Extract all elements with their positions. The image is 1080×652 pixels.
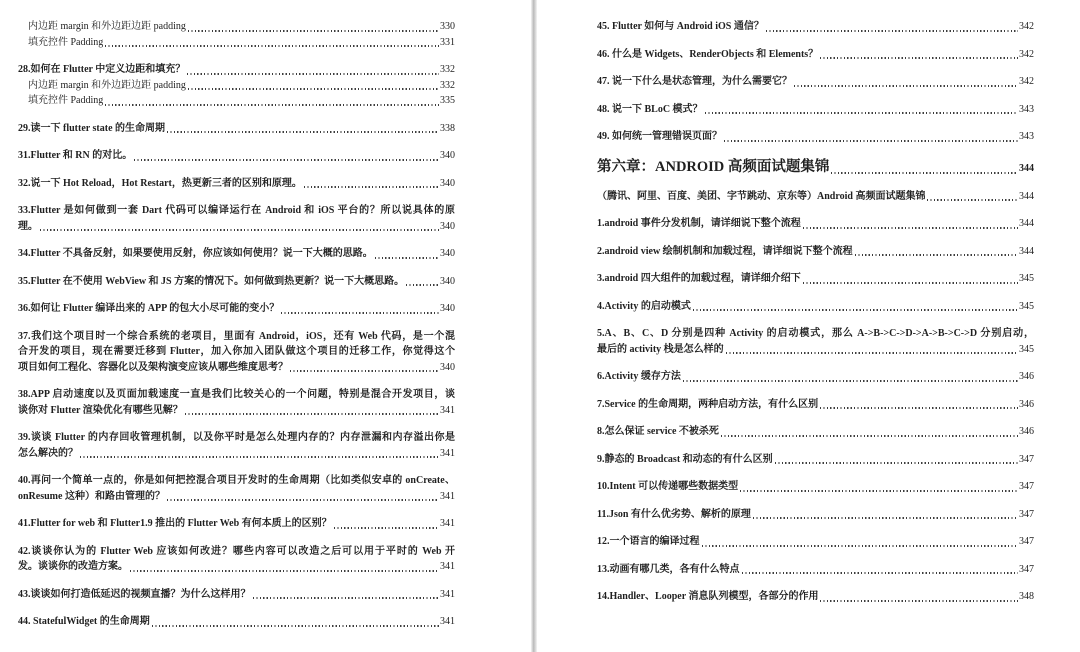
entry-page-number: 332 — [440, 64, 455, 75]
entry-page-number: 341 — [440, 616, 455, 627]
entry-text: 谈你对 Flutter 渲染优化有哪些见解？ — [18, 404, 183, 416]
toc-entry — [18, 473, 455, 504]
entry-page-number: 344 — [1019, 245, 1034, 257]
dot-leader — [803, 282, 1018, 284]
entry-text: 14.Handler、Looper 消息队列模型，各部分的作用 — [597, 591, 819, 602]
toc-entry — [18, 148, 455, 164]
dot-leader — [855, 254, 1018, 256]
dot-leader — [803, 227, 1018, 229]
entry-wrapped-lines — [18, 329, 455, 360]
toc-entry — [597, 74, 1034, 90]
entry-lastline — [18, 446, 455, 462]
entry-page-number: 342 — [1019, 48, 1034, 60]
entry-lastline — [18, 148, 455, 164]
dot-leader — [705, 112, 1018, 114]
entry-text: 7.Service 的生命周期，两种启动方法，有什么区别 — [597, 398, 819, 410]
entry-text: 10.Intent 可以传递哪些数据类型 — [597, 481, 739, 492]
entry-lastline — [597, 589, 1034, 605]
toc-entry — [18, 203, 455, 234]
dot-leader — [820, 407, 1018, 409]
toc-entry — [18, 387, 455, 418]
entry-page-number: 342 — [1019, 21, 1034, 32]
entry-text: 第六章：ANDROID 高频面试题集锦 — [597, 158, 830, 175]
entry-page-number: 340 — [440, 150, 455, 161]
entry-text: 36.如何让 Flutter 编译出来的 APP 的包大小尽可能的变小？ — [18, 303, 280, 314]
entry-lastline — [18, 489, 455, 505]
toc-entry — [597, 271, 1034, 287]
entry-page-number: 345 — [1019, 273, 1034, 284]
dot-leader — [753, 517, 1018, 519]
entry-lastline — [18, 274, 455, 290]
entry-lastline — [28, 78, 455, 94]
entry-text: 43.谈谈如何打造低延迟的视频直播？为什么这样用？ — [18, 588, 251, 600]
dot-leader — [820, 57, 1018, 59]
entry-lastline — [18, 516, 455, 532]
entry-lastline — [597, 244, 1034, 260]
dot-leader — [766, 30, 1018, 32]
entry-lastline — [18, 614, 455, 630]
dot-leader — [40, 229, 439, 231]
entry-text: （腾讯、阿里、百度、美团、字节跳动、京东等）Android 高频面试题集锦 — [597, 190, 926, 202]
entry-text: 发。谈谈你的改造方案。 — [18, 561, 128, 572]
toc-entry — [597, 534, 1034, 550]
dot-leader — [80, 456, 439, 458]
dot-leader — [187, 73, 439, 75]
entry-page-number: 340 — [440, 275, 455, 287]
dot-leader — [281, 312, 439, 314]
entry-text: 11.Json 有什么优劣势、解析的原理 — [597, 508, 751, 520]
entry-line: 38.APP 启动速度以及页面加载速度一直是我们比较关心的一个问题，特别是混合开发项目，谈 — [18, 389, 455, 400]
toc-entry — [18, 19, 455, 35]
entry-page-number: 330 — [440, 21, 455, 32]
entry-page-number: 346 — [1019, 398, 1034, 410]
dot-leader — [721, 435, 1018, 437]
toc-entry — [597, 47, 1034, 63]
toc-entry — [18, 246, 455, 262]
toc-entry — [597, 189, 1034, 205]
entry-text: 2.android view 绘制机制和加载过程，请详细说下整个流程 — [597, 245, 853, 257]
entry-page-number: 346 — [1019, 426, 1034, 437]
entry-text: 29.读一下 flutter state 的生命周期 — [18, 122, 166, 134]
dot-leader — [105, 45, 439, 47]
dot-leader — [375, 257, 439, 259]
entry-page-number: 332 — [440, 79, 455, 91]
toc-page-left — [0, 0, 531, 652]
entry-lastline — [597, 102, 1034, 118]
dot-leader — [820, 600, 1018, 602]
entry-lastline — [597, 507, 1034, 523]
toc-entry — [18, 301, 455, 317]
entry-text: 项目如何工程化、容器化以及架构演变应该从哪些维度思考？ — [18, 361, 288, 373]
entry-text: 31.Flutter 和 RN 的对比。 — [18, 150, 133, 161]
entry-text: 9.静态的 Broadcast 和动态的有什么区别 — [597, 453, 773, 465]
toc-entry — [18, 587, 455, 603]
entry-lastline — [597, 74, 1034, 90]
toc-entry — [597, 157, 1034, 177]
toc-entry — [18, 614, 455, 630]
dot-leader — [152, 625, 439, 627]
entry-lastline — [18, 62, 455, 78]
entry-text: 49. 如何统一管理错误页面？ — [597, 131, 722, 142]
entry-text: 怎么解决的？ — [18, 447, 78, 459]
entry-page-number: 341 — [440, 588, 455, 600]
entry-page-number: 345 — [1019, 343, 1034, 355]
entry-page-number: 331 — [440, 36, 455, 48]
entry-line: 42.谈谈你认为的 Flutter Web 应该如何改进？哪些内容可以改造之后可以用于平时的 Web 开 — [18, 545, 455, 557]
toc-entry — [597, 562, 1034, 578]
toc-entry — [597, 479, 1034, 495]
dot-leader — [831, 172, 1018, 174]
entry-line: 33.Flutter 是如何做到一套 Dart 代码可以编译运行在 Android 和 iOS 平台的？所以说具体的原 — [18, 205, 455, 216]
dot-leader — [185, 413, 439, 415]
toc-page-right — [537, 0, 1080, 652]
entry-lastline — [597, 369, 1034, 385]
toc-entry — [597, 244, 1034, 260]
dot-leader — [406, 284, 439, 286]
toc-entry — [597, 397, 1034, 413]
entry-lastline — [18, 301, 455, 317]
dot-leader — [290, 370, 439, 372]
entry-text: 填充控件 Padding — [28, 95, 104, 106]
dot-leader — [134, 159, 439, 161]
dot-leader — [693, 309, 1018, 311]
toc-entry — [18, 329, 455, 376]
entry-page-number: 343 — [1019, 131, 1034, 142]
entry-lastline — [597, 452, 1034, 468]
entry-page-number: 341 — [440, 490, 455, 502]
dot-leader — [794, 85, 1018, 87]
entry-page-number: 344 — [1019, 162, 1034, 174]
entry-page-number: 345 — [1019, 300, 1034, 312]
entry-lastline — [597, 271, 1034, 287]
entry-page-number: 347 — [1019, 536, 1034, 547]
entry-page-number: 341 — [440, 404, 455, 416]
entry-page-number: 344 — [1019, 190, 1034, 202]
dot-leader — [726, 352, 1018, 354]
entry-text: 35.Flutter 在不使用 WebView 和 JS 方案的情况下。如何做到热更新？说一下大概思路。 — [18, 275, 405, 287]
entry-page-number: 341 — [440, 561, 455, 572]
entry-line: 40.再问一个简单一点的，你是如何把控混合项目开发时的生命周期（比如类似安卓的 onCreate、 — [18, 475, 455, 486]
toc-entry — [597, 326, 1034, 357]
entry-page-number: 347 — [1019, 563, 1034, 575]
entry-lastline — [597, 299, 1034, 315]
dot-leader — [167, 499, 439, 501]
entry-wrapped-lines — [18, 387, 455, 403]
entry-page-number: 340 — [440, 361, 455, 373]
entry-lastline — [597, 562, 1034, 578]
entry-lastline — [18, 121, 455, 137]
entry-text: 12.一个语言的编译过程 — [597, 536, 700, 547]
entry-text: 4.Activity 的启动模式 — [597, 300, 691, 312]
entry-page-number: 340 — [440, 303, 455, 314]
entry-lastline — [28, 19, 455, 35]
entry-lastline — [18, 403, 455, 419]
entry-page-number: 346 — [1019, 371, 1034, 382]
entry-text: 44. StatefulWidget 的生命周期 — [18, 616, 150, 627]
toc-entry — [597, 19, 1034, 35]
entry-line: 5.A、B、C、D 分别是四种 Activity 的启动模式，那么 A->B->C->D->A->B->C->D 分别启动， — [597, 328, 1034, 339]
entry-lastline — [597, 342, 1034, 358]
toc-entry — [597, 299, 1034, 315]
entry-text: 32.说一下 Hot Reload，Hot Restart，热更新三者的区别和原理。 — [18, 177, 302, 189]
entry-text: 46. 什么是 Widgets、RenderObjects 和 Elements？ — [597, 48, 819, 60]
entry-wrapped-lines — [18, 473, 455, 489]
dot-leader — [188, 88, 439, 90]
entry-text: 41.Flutter for web 和 Flutter1.9 推出的 Flutter Web 有何本质上的区别？ — [18, 518, 332, 529]
entry-page-number: 338 — [440, 122, 455, 134]
entry-text: 1.android 事件分发机制，请详细说下整个流程 — [597, 218, 801, 229]
entry-wrapped-lines — [597, 326, 1034, 342]
entry-text: 内边距 margin 和外边距边距 padding — [28, 79, 186, 91]
toc-entry — [18, 430, 455, 461]
entry-page-number: 347 — [1019, 508, 1034, 520]
entry-text: 34.Flutter 不具备反射，如果要使用反射，你应该如何使用？说一下大概的思路。 — [18, 248, 373, 259]
entry-lastline — [18, 360, 455, 376]
toc-entry — [18, 176, 455, 192]
toc-entry — [18, 516, 455, 532]
entry-text: 最后的 activity 栈是怎么样的 — [597, 343, 724, 355]
entry-text: 理。 — [18, 220, 38, 232]
entry-text: 6.Activity 缓存方法 — [597, 371, 681, 382]
entry-text: 填充控件 Padding — [28, 36, 104, 48]
entry-page-number: 341 — [440, 447, 455, 459]
dot-leader — [253, 597, 440, 599]
toc-entry — [18, 62, 455, 78]
entry-text: 8.怎么保证 service 不被杀死 — [597, 426, 719, 437]
entry-text: 3.android 四大组件的加载过程，请详细介绍下 — [597, 273, 801, 284]
dot-leader — [927, 199, 1018, 201]
entry-page-number: 340 — [440, 248, 455, 259]
entry-text: 45. Flutter 如何与 Android iOS 通信？ — [597, 21, 764, 32]
toc-entry — [597, 216, 1034, 232]
entry-lastline — [597, 397, 1034, 413]
toc-entry — [597, 129, 1034, 145]
entry-lastline — [18, 587, 455, 603]
entry-text: onResume 这种）和路由管理的？ — [18, 490, 165, 502]
entry-lastline — [28, 35, 455, 51]
entry-lastline — [28, 93, 455, 109]
toc-entry — [597, 589, 1034, 605]
toc-entry — [18, 93, 455, 109]
toc-entry — [18, 78, 455, 94]
entry-lastline — [597, 479, 1034, 495]
toc-entry — [18, 274, 455, 290]
toc-entry — [18, 35, 455, 51]
entry-page-number: 341 — [440, 518, 455, 529]
entry-lastline — [597, 47, 1034, 63]
toc-entry — [597, 369, 1034, 385]
entry-lastline — [597, 424, 1034, 440]
dot-leader — [167, 131, 439, 133]
entry-lastline — [18, 176, 455, 192]
dot-leader — [334, 527, 439, 529]
entry-lastline — [18, 246, 455, 262]
entry-lastline — [597, 189, 1034, 205]
entry-line: 37.我们这个项目时一个综合系统的老项目，里面有 Android，iOS，还有 Web 代码，是一个混 — [18, 330, 455, 342]
entry-page-number: 340 — [440, 220, 455, 232]
dot-leader — [775, 462, 1018, 464]
entry-page-number: 347 — [1019, 481, 1034, 492]
toc-entry — [597, 102, 1034, 118]
toc-entry — [597, 507, 1034, 523]
entry-page-number: 342 — [1019, 76, 1034, 87]
entry-text: 48. 说一下 BLoC 模式？ — [597, 103, 703, 115]
dot-leader — [683, 380, 1018, 382]
entry-text: 13.动画有哪几类，各有什么特点 — [597, 563, 740, 575]
dot-leader — [702, 545, 1019, 547]
entry-wrapped-lines — [18, 430, 455, 446]
dot-leader — [130, 570, 439, 572]
entry-line: 合开发的项目，现在需要迁移到 Flutter，加入你加入团队做这个项目的迁移工作，你觉得这个 — [18, 346, 455, 357]
entry-page-number: 343 — [1019, 103, 1034, 115]
toc-entry — [597, 452, 1034, 468]
toc-entry — [597, 424, 1034, 440]
entry-line: 39.谈谈 Flutter 的内存回收管理机制，以及你平时是怎么处理内存的？内存泄漏和内存溢出你是 — [18, 432, 455, 443]
dot-leader — [724, 140, 1018, 142]
entry-page-number: 347 — [1019, 453, 1034, 465]
entry-lastline — [18, 219, 455, 235]
dot-leader — [742, 572, 1019, 574]
entry-text: 47. 说一下什么是状态管理，为什么需要它？ — [597, 76, 792, 87]
dot-leader — [188, 30, 439, 32]
entry-wrapped-lines — [18, 544, 455, 560]
entry-page-number: 340 — [440, 177, 455, 189]
entry-lastline — [597, 19, 1034, 35]
entry-wrapped-lines — [18, 203, 455, 219]
entry-page-number: 348 — [1019, 591, 1034, 602]
entry-lastline — [18, 559, 455, 575]
dot-leader — [105, 104, 439, 106]
dot-leader — [740, 490, 1018, 492]
entry-page-number: 344 — [1019, 218, 1034, 229]
entry-text: 28.如何在 Flutter 中定义边距和填充？ — [18, 64, 186, 75]
entry-lastline — [597, 216, 1034, 232]
toc-entry — [18, 121, 455, 137]
toc-entry — [18, 544, 455, 575]
entry-lastline — [597, 129, 1034, 145]
entry-lastline — [597, 157, 1034, 177]
entry-text: 内边距 margin 和外边距边距 padding — [28, 21, 186, 32]
entry-lastline — [597, 534, 1034, 550]
entry-page-number: 335 — [440, 95, 455, 106]
dot-leader — [304, 186, 439, 188]
